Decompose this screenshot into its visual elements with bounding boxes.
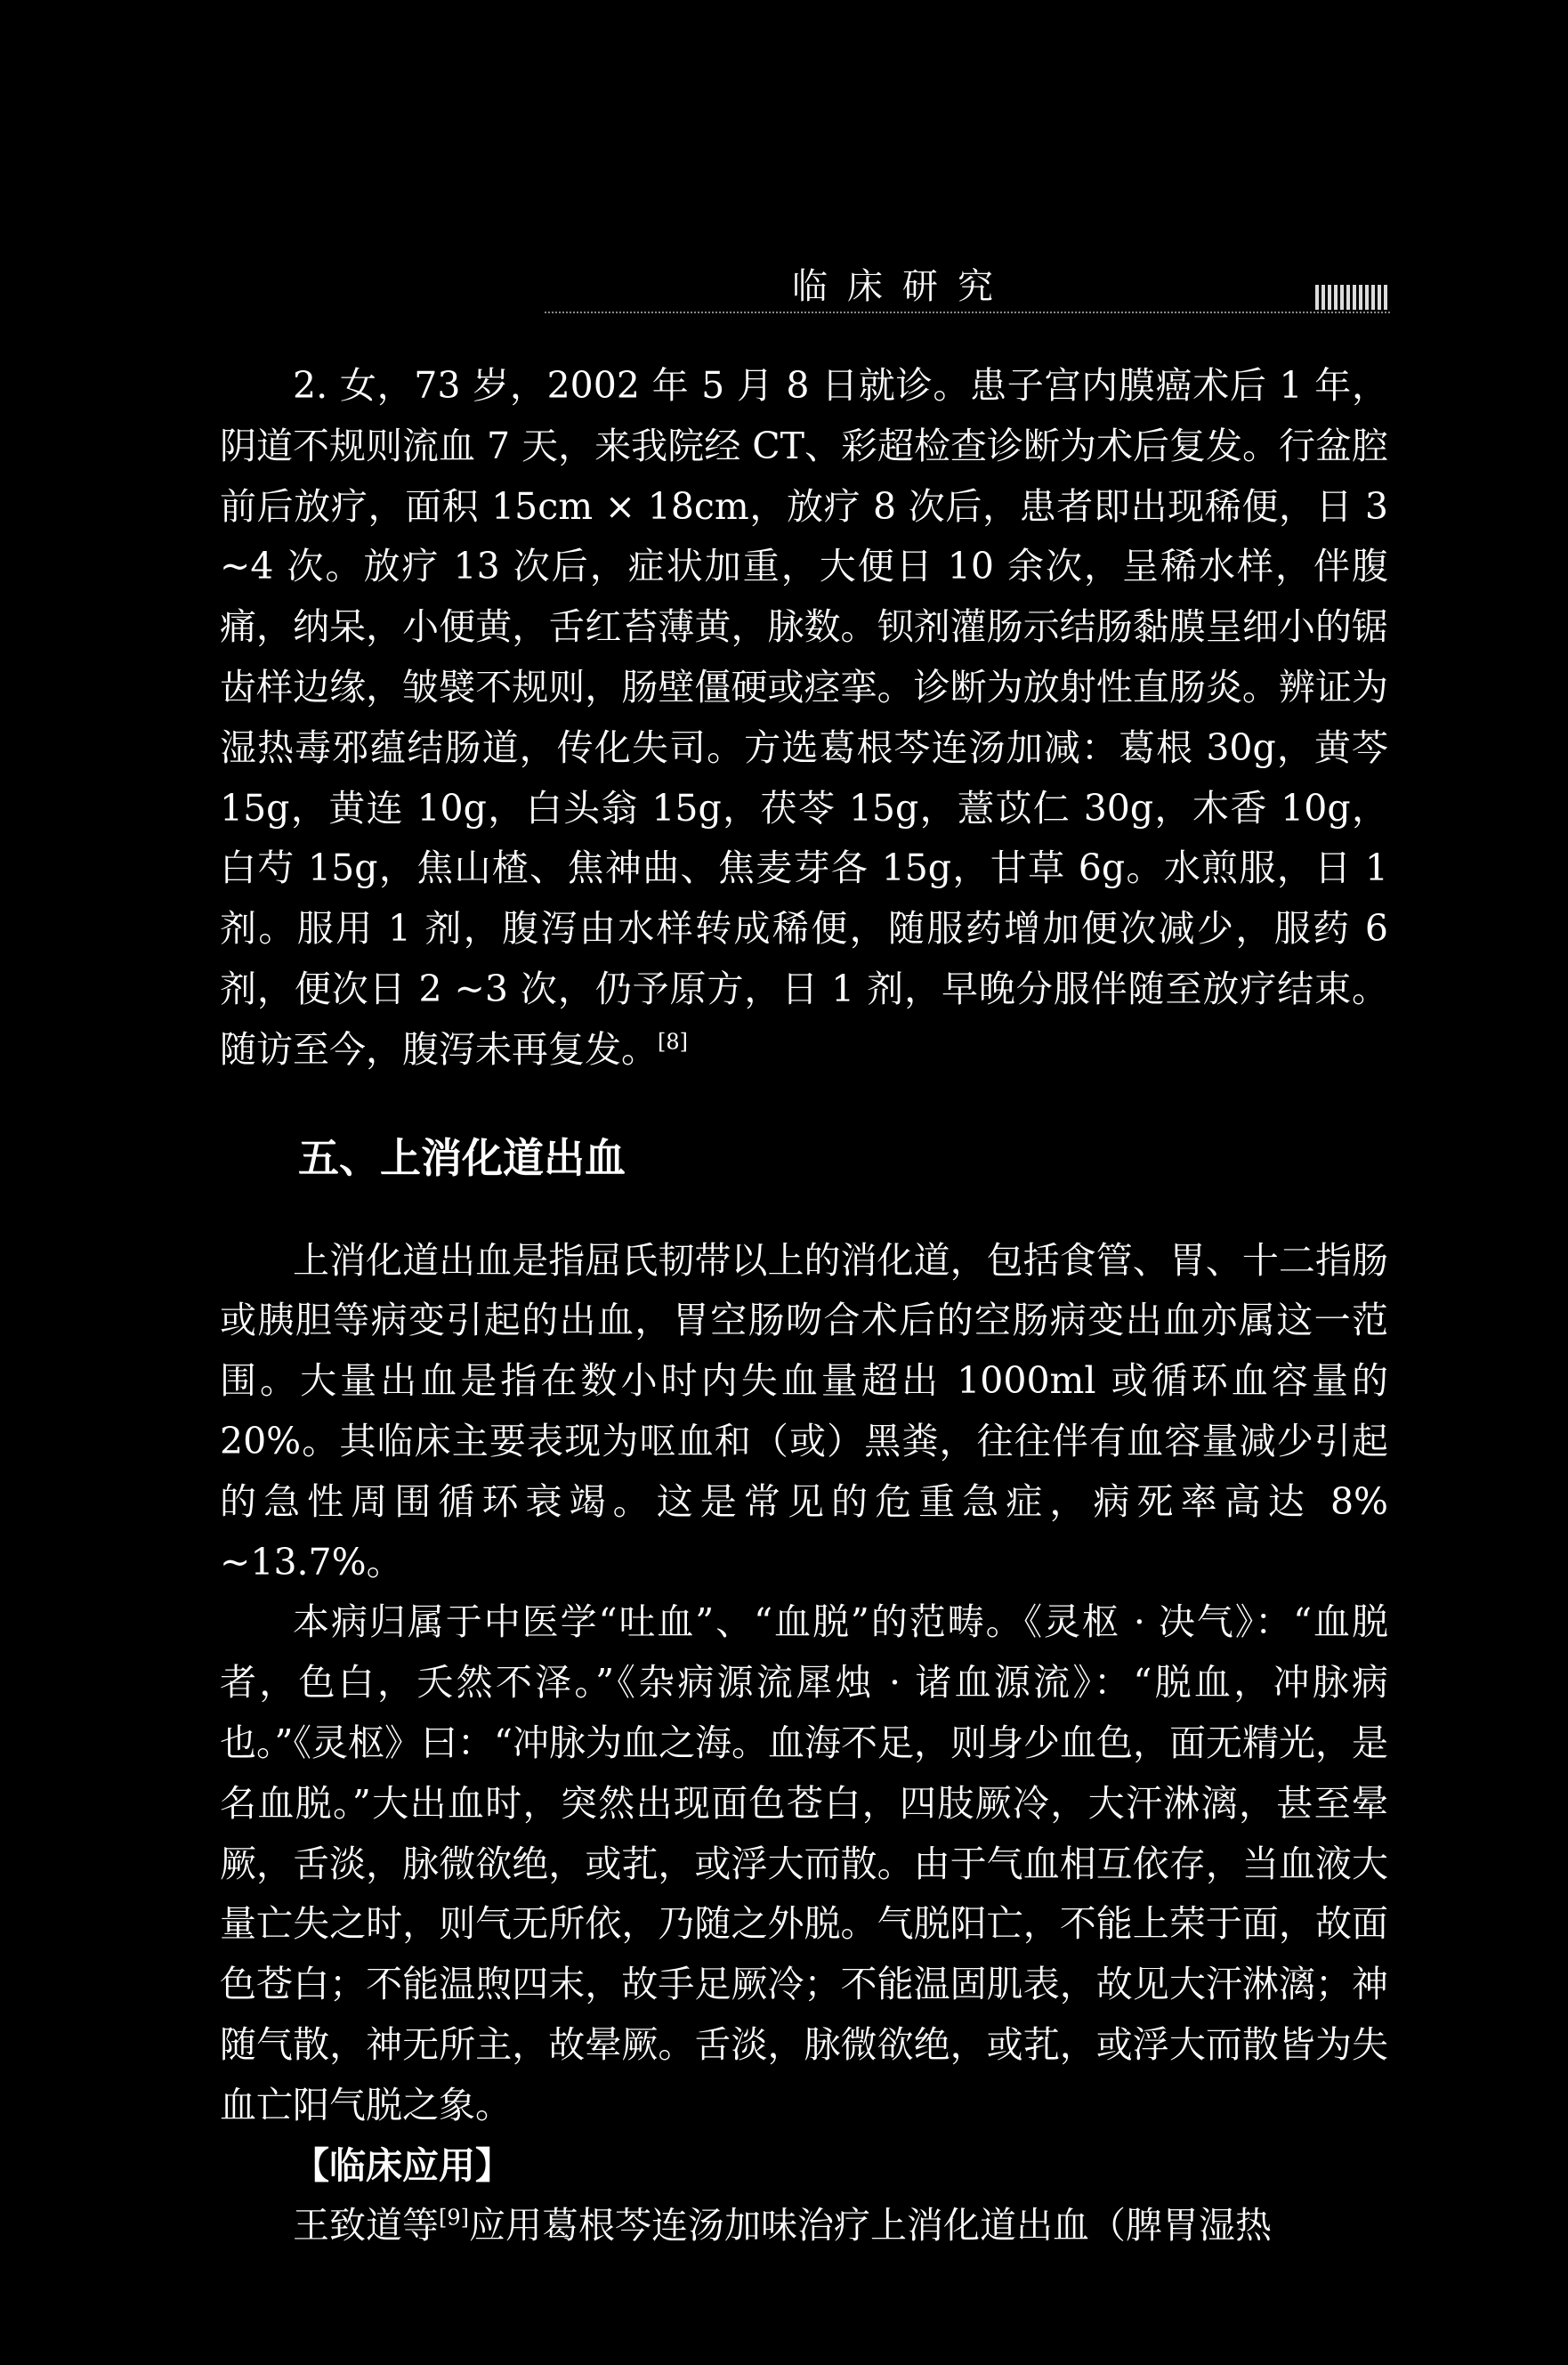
page-body [220, 356, 1388, 2256]
citation-8: [8] [658, 1029, 688, 1055]
clinical-paragraph [220, 2196, 1388, 2256]
clinical-application-heading: 【临床应用】 [293, 2143, 512, 2187]
clinical-author: 王致道等 [293, 2204, 439, 2248]
citation-9: [9] [439, 2205, 469, 2231]
running-header-title: 临床研究 [792, 266, 1013, 307]
header-mark [1315, 285, 1390, 310]
case-text: 2. 女，73 岁，2002 年 5 月 8 日就诊。患子宫内膜癌术后 1 年，阴道不规则流血 7 天，来我院经 CT、彩超检查诊断为术后复发。行盆腔前后放疗，面积 15cm × 18cm，放疗 8 次后，患者即出现稀便，日 3 ~4 次。放疗 13 次后，症状加重，大便日 10 余次，呈稀水样，伴腹痛，纳呆，小便黄，舌红苔薄黄，脉数。钡剂灌肠示结肠黏膜呈细小的锯齿样边缘，皱襞不规则，肠壁僵硬或痉挛。诊断为放射性直肠炎。辨证为湿热毒邪蕴结肠道，传化失司。方选葛根芩连汤加减：葛根 30g，黄芩 15g，黄连 10g，白头翁 15g，茯苓 15g，薏苡仁 30g，木香 10g，白芍 15g，焦山楂、焦神曲、焦麦芽各 15g，甘草 6g。水煎服，日 1 剂。服用 1 剂，腹泻由水样转成稀便，随服药增加便次减少，服药 6 剂，便次日 2 ~3 次，仍予原方，日 1 剂，早晚分服伴随至放疗结束。随访至今，腹泻未再复发。 [220, 364, 1388, 1071]
case-paragraph [220, 356, 1388, 1081]
running-header [0, 260, 1568, 322]
section-heading: 五、上消化道出血 [298, 1133, 626, 1182]
clinical-text: 应用葛根芩连汤加味治疗上消化道出血（脾胃湿热 [469, 2204, 1272, 2248]
tcm-paragraph: 本病归属于中医学“吐血”、“血脱”的范畴。《灵枢 · 决气》：“血脱者，色白，夭然不泽。”《杂病源流犀烛 · 诸血源流》：“脱血，冲脉病也。”《灵枢》曰：“冲脉为血之海。血海不足，则身少血色，面无精光，是名血脱。”大出血时，突然出现面色苍白，四肢厥冷，大汗淋漓，甚至晕厥，舌淡，脉微欲绝，或芤，或浮大而散。由于气血相互依存，当血液大量亡失之时，则气无所依，乃随之外脱。气脱阳亡，不能上荣于面，故面色苍白；不能温煦四末，故手足厥冷；不能温固肌表，故见大汗淋漓；神随气散，神无所主，故晕厥。舌淡，脉微欲绝，或芤，或浮大而散皆为失血亡阳气脱之象。 [220, 1600, 1388, 2126]
definition-paragraph: 上消化道出血是指屈氏韧带以上的消化道，包括食管、胃、十二指肠或胰胆等病变引起的出血，胃空肠吻合术后的空肠病变出血亦属这一范围。大量出血是指在数小时内失血量超出 1000ml 或循环血容量的 20%。其临床主要表现为呕血和（或）黑粪，往往伴有血容量减少引起的急性周围循环衰竭。这是常见的危重急症，病死率高达 8% ~13.7%。 [220, 1238, 1388, 1583]
header-rule [545, 312, 1390, 313]
